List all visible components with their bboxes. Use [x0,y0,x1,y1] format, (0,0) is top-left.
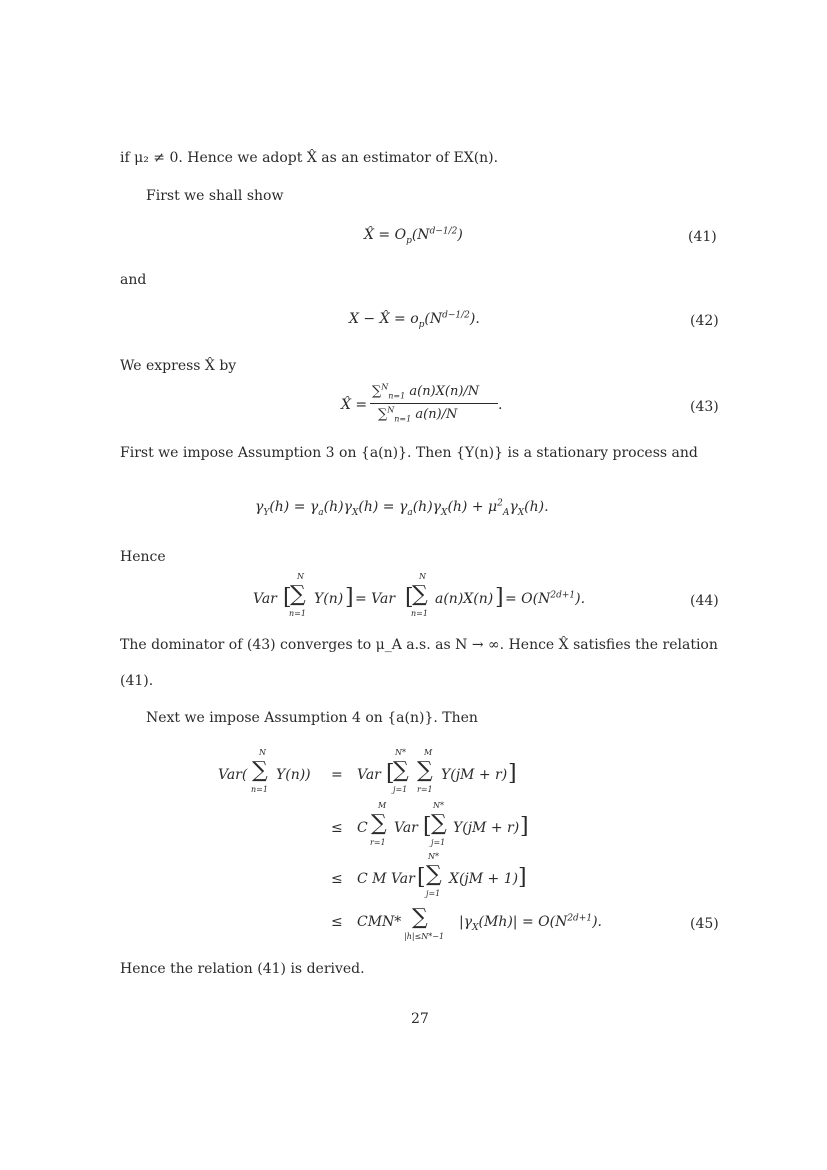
line-1-text: if μ₂ ≠ 0. Hence we adopt X̂ as an estimator of EX(n). [120,150,499,166]
equation-44-term2: a(n)X(n) [435,591,494,607]
equation-45-r1-bracket-close: ] [508,761,517,786]
text-hence-1: Hence [120,549,166,565]
equation-45-r2-sum2-lower: j=1 [431,838,446,847]
equation-45-r2-bracket: [ [423,814,432,839]
equation-45-r2-var: Var [394,820,418,836]
equation-45-eq1: = [331,767,343,783]
equation-45-le3: ≤ [331,914,343,930]
equation-43-fraction-bar [370,403,498,404]
text-impose-3: First we impose Assumption 3 on {a(n)}. Then {Y(n)} is a stationary process and [120,445,698,461]
equation-45-r2-bracket-close: ] [520,814,529,839]
equation-45-r4-cmn: CMN* [357,914,402,930]
equation-45-r1-sum1-upper: N* [395,748,406,757]
equation-45-lhs-sum-lower: n=1 [251,785,268,794]
equation-44-bracket-2-close: ] [495,585,504,610]
equation-42-number: (42) [690,313,719,329]
equation-44-sum: ∑ [290,582,306,607]
text-dominator: The dominator of (43) converges to μ_A a.s. as N → ∞. Hence X̂ satisfies the relation [120,637,718,653]
equation-45-r1-term: Y(jM + r) [441,767,508,783]
line-2-text: First we shall show [146,188,284,204]
equation-44-sum-lower: n=1 [289,609,306,618]
equation-45-r1-bracket: [ [386,761,395,786]
equation-gamma: $\gamma_Y(h) = \gamma_a(h)\gamma_X(h) = \gamma_a(h)\gamma_X(h) + \mu^2_A\gamma_X(h)$. [255,498,549,518]
equation-44-sum-upper: N [297,572,304,581]
equation-44-bracket: [ [283,585,292,610]
equation-45-r1-sum2-lower: r=1 [417,785,433,794]
equation-45-r1-var: Var [357,767,381,783]
page-number: 27 [411,1011,429,1027]
equation-44-eq: = Var [355,591,396,607]
equation-45-r3-sum-upper: N* [428,852,439,861]
equation-45-r2-sum1: ∑ [371,811,387,836]
equation-43-number: (43) [690,399,719,415]
equation-45-r3-sum: ∑ [426,862,442,887]
equation-45-lhs: Var( [218,767,248,783]
equation-45-r1-sum2-upper: M [424,748,433,757]
equation-41-number: (41) [688,229,717,245]
equation-45-r2-term: Y(jM + r) [453,820,520,836]
text-line-1 [120,151,498,165]
equation-45-r3-bracket-close: ] [518,865,527,890]
equation-45-number: (45) [690,916,719,932]
equation-45-r2-c: C [357,820,368,836]
text-derived: Hence the relation (41) is derived. [120,961,365,977]
equation-45-r1-sum2: ∑ [417,758,433,783]
equation-45-r3-term: X(jM + 1) [449,871,519,887]
text-impose-4: Next we impose Assumption 4 on {a(n)}. Then [146,710,478,726]
equation-45-r3-cm: C M Var [357,871,415,887]
equation-45-le1: ≤ [331,820,343,836]
equation-44-rhs: = $O(N^{2d+1})$. [505,590,586,607]
text-express: We express X̂ by [120,358,237,374]
equation-44-var: Var [253,591,277,607]
equation-44-number: (44) [690,593,719,609]
equation-45-r1-sum1: ∑ [393,758,409,783]
equation-45-lhs-sum-upper: N [259,748,266,757]
text-and: and [120,272,147,288]
equation-45-r1-sum1-lower: j=1 [393,785,408,794]
equation-42: X − X̂ = $o_p(N^{d-1/2})$. [349,310,480,330]
equation-45-r2-sum1-lower: r=1 [370,838,386,847]
equation-45-r4-term: $|\gamma_X(Mh)| = O(N^{2d+1})$. [459,913,603,933]
equation-45-r2-sum2: ∑ [431,811,447,836]
equation-45-r2-sum2-upper: N* [433,801,444,810]
equation-45-lhs-term: Y(n)) [276,767,311,783]
equation-45-le2: ≤ [331,871,343,887]
equation-45-lhs-sum: ∑ [252,758,268,783]
equation-44-bracket-close: ] [345,585,354,610]
equation-45-r4-sum-lower: |h|≤N*−1 [404,932,445,941]
equation-44-bracket-2: [ [405,585,414,610]
equation-43-numerator: ∑$^N_{n=1}$ a(n)X(n)/N [372,382,480,401]
text-line-2 [146,189,283,203]
equation-43-lhs: X̂ = [341,397,368,413]
equation-45-r4-sum: ∑ [412,905,428,930]
equation-43-denominator: ∑$^N_{n=1}$ a(n)/N [378,405,458,424]
equation-45-r2-sum1-upper: M [378,801,387,810]
equation-44-sum2-upper: N [419,572,426,581]
equation-45-r3-sum-lower: j=1 [426,889,441,898]
equation-44-sum2-lower: n=1 [411,609,428,618]
text-dominator-2: (41). [120,673,154,689]
equation-41: X̂ = $O_p(N^{d-1/2})$ [364,226,463,246]
equation-43-period: . [498,397,503,413]
equation-44-term1: Y(n) [314,591,344,607]
equation-44-sum-2: ∑ [412,582,428,607]
equation-45-r3-bracket: [ [417,865,426,890]
